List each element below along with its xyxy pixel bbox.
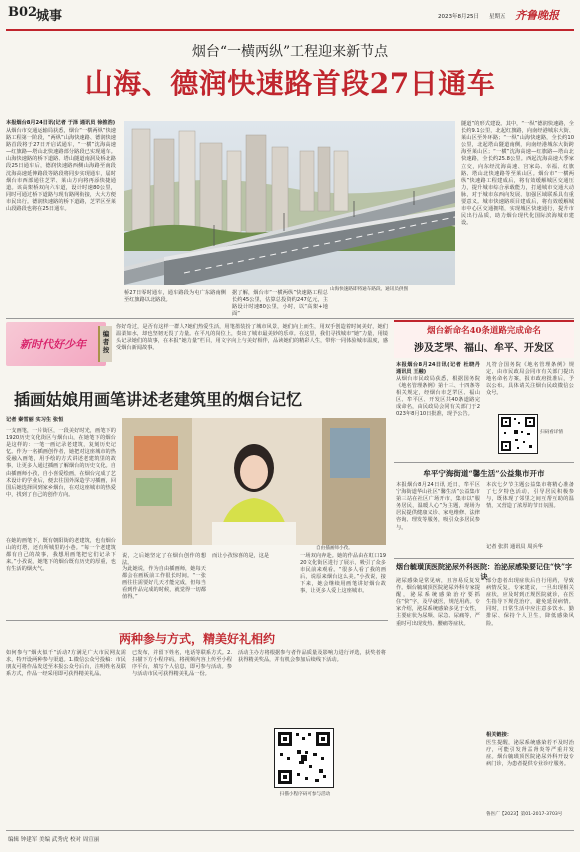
section-name: 城事 (36, 9, 63, 24)
feature-photo-illustrator (122, 418, 386, 545)
feature-banner-text: 新时代好少年 (20, 338, 86, 351)
feature-byline: 记者 秦雪丽 实习生 张恒 (6, 417, 64, 423)
community-column-1: 本报烟台8月24日讯 近日，牟平区宁海街道华山社区“馨生活”公益集市第三站在社区广场开市，集市以“服务居民，温暖人心”为主题，现场为居民提供健康义诊、家电维修、法律咨询、理发等服务，吸引众多居民参与。 (396, 482, 480, 531)
notice-column-2: 已发布，并留下姓名，电话等联系方式。2.扫描下方小程序码，将视频内容上传至小程序平台，填写个人信息，即可参与活动。参与活动市民可获得精美礼品一份。 (132, 650, 232, 678)
notice-column-3: 活动主办方将根据参与者作品质量及影响力进行评选，获奖者将获得精美奖品，并有机会参加后续线下活动。 (238, 650, 386, 664)
page-header (6, 4, 574, 30)
hospital-headline: 烟台毓璜顶医院泌尿外科医院：治泌尿感染要记住“快”字诀 (395, 562, 573, 581)
roads-column-1: 从烟台市民政局获悉，根据国务院《地名管理条例》第十三、十四条等相关规定，经烟台市芝罘区、福山区、牟平区、开发区共40条道路完成命名，由民政局会同有关部门于2023年8月10日批准，现予公告。 (396, 376, 480, 418)
editor-note-label (98, 326, 112, 362)
notice-qr-svg (275, 729, 333, 787)
lead-column-3: 桥27日零时通车，通车路段为屯广东路南侧至红旗路以北路段。 (124, 290, 226, 304)
footer-rule (6, 830, 574, 831)
notice-qr-caption: 扫描小程序码可参与活动 (279, 792, 331, 797)
roads-headline: 涉及芝罘、福山、牟平、开发区 (414, 343, 554, 354)
editor-note: 你好奇过，是否有这样一群人?她们热爱生活，用笔墨装扮了城市风景，她们向上而生，用双手创造着时间美好，她们温柔如水，却也坚韧无畏了力量。在平凡的岗位上，奏出了城市最美妙的乐章。在这里，我们寻找城市“她”力量，用镜头记录她们的故事，在本报“她力量”栏目，用文字向上与美好相伴，品读她们的精彩人生，带你一同体验城市温度，感受烟台新闻故事。 (116, 324, 388, 352)
notice-qr-code[interactable] (274, 728, 334, 788)
roads-byline: 本报烟台8月24日讯(记者 杜晓丹 通讯员 王融) (396, 362, 480, 376)
community-byline: 记者 张洪 通讯员 周兵华 (486, 544, 543, 550)
header-rule (6, 29, 574, 31)
hospital-column-2: 部分患者出现症状后自行用药，导致病情反复。专家建议，一旦出现相关症状，应及时到正规医院就诊，在医生指导下规范治疗，避免延误病情。同时，日常生活中应注意多饮水、勤排尿、保持个人卫生，降低感染风险。 (486, 578, 574, 627)
lead-kicker: 烟台“一横两纵”工程迎来新节点 (191, 44, 389, 60)
lead-column-4: 据了解，烟台市“一横两纵”快速路工程总长约45公里，估算总投资约247亿元，主路设计时速80公里，小时，以“高架+地面” (232, 290, 328, 318)
hospital-footer-note: 鲁医广【2023】第01-2017-3703号 (486, 812, 563, 817)
feature-photo-svg (122, 418, 386, 545)
community-column-2: 本次七夕节主题公益集市将精心准备了七夕特色活动，引导居民积极参与，既体现了邻里之间互帮互助的温情，又营造了浓厚的节日氛围。 (486, 482, 574, 510)
community-divider (394, 558, 574, 559)
roads-qr-caption: 扫码看详情 (540, 430, 563, 435)
issue-weekday: 星期五 (489, 14, 506, 20)
hospital-column-1: 泌尿感染是常见病，且容易反复发作。烟台毓璜顶医院泌尿外科专家提醒，泌尿系统感染治疗要抓住“快”字，及早就医，规范用药。专家介绍，泌尿系统感染多见于女性，主要症状为尿频、尿急、尿痛等，严重时可出现发热、腰痛等症状。 (396, 578, 480, 627)
feature-photo-caption: 自由插画师小孜。 (316, 546, 353, 551)
lead-byline-text: 本报烟台8月24日讯(记者 于泽 通讯员 徐推浩) (6, 120, 116, 126)
lead-divider (6, 318, 574, 319)
roads-column-2: 凡符合国务院《地名管理条例》规定，由市民政局会同市有关部门提出地名命名方案，报市政府批准后，予以公布。具体请关注烟台民政微信公众号。 (486, 362, 574, 397)
feature-banner (6, 322, 106, 366)
lead-column-1: 从烟台市交通运输局获悉，烟台“一横两纵”快速路工程第一阶段，“两纵”山海快速路、德润快速路首段将于27日开启试通车，“一横”沈海高速—红旗路—塔山北快速路部分路段已实现通车。山海快速路的桥下道路、塔山隧道南洞及桥北路段25日通车后，德润快速路西侧山海路至南段沈海高速延伸路段等路段将同步实现通车，届时烟台市西部通往芝罘、莱山方向将再添快捷通道。该高架桥双向六车道，设计时速80公里，同时可通过桥下道路与现有路网衔接，大大方便市民出行。德润快速路的桥下道路，芝罘区至莱山段路段也将在25日通车。 (6, 128, 116, 213)
masthead-logo: 齐鲁晚报 (515, 9, 559, 22)
feature-column-4: 一场双向奔赴。她的作品由在虹口1920文化街区进行了展示，吸引了众多市民前来观看。“很多人看了我的画后，说原来烟台这么美。”小孜说，接下来，她会继续用画笔讲好烟台故事，让更多人爱上这座城市。 (300, 553, 386, 595)
lead-photo-highway (124, 121, 455, 285)
roads-qr-svg (499, 415, 537, 453)
lead-photo-svg (124, 121, 455, 285)
feature-column-3: 而让小孜惊喜的是，这是 (212, 553, 270, 559)
notice-headline: 两种参与方式，精美好礼相约 (118, 632, 275, 646)
community-headline: 牟平宁海街道“馨生活”公益集市开市 (423, 469, 545, 478)
issue-date: 2023年8月25日 (438, 14, 479, 20)
hospital-tagline: 相关链接： (486, 732, 512, 738)
roads-divider (394, 462, 574, 463)
lead-photo-caption: 山海快速路即将通车路段。通讯员供图 (330, 287, 409, 292)
roads-qr-code[interactable] (498, 414, 538, 454)
feature-column-1b: 在她的画笔下，既有朝阳街的老建筑，也有烟台山的灯塔，还有所城里的小巷。“每一个老建筑都有自己的故事，我想用画笔把它们记录下来。”小孜说，她笔下的烟台既有历史的厚重，也有生活的烟火气。 (6, 538, 116, 573)
section-code: B02 (8, 5, 38, 20)
lead-column-5: 隧道”的形式建设。其中，“一纵”德润快速路，全长约9.1公里，北起红旗路，向南经港城东大街、莱山区至外环路；“一纵”山海快速路，全长约10公里，北起塔山隧道南侧，向南经港城东大街跨海至莱山区；“一横”沈海高速—红旗路—塔山北快速路，全长约25.8公里。西起沈海高速大季家立交，向东经沈海高速、宫家岛、幸福、红旗路、塔山北快速路等至莱山区。烟台市“一横两纵”快速路工程建成后，将有效缓解城区交通压力，提升城市综合承载能力，打通城市交通大动脉，对于城市东西向发展、加强区域联系具有重要意义。城市快速路项目建成后，将有效缓解城市中心区交通拥堵，实现城区快速通行，提升市民出行品质，助力烟台现代化国际滨海城市建设。 (461, 121, 574, 227)
feature-column-2b: 为此她说，作为自由插画师，她每天都会在画板前工作很长时间。“一张画往往需要好几天才能完成，但每当看到作品完成的时候，就觉得一切都值得。” (122, 566, 206, 601)
footer-credits: 编辑 钟建军 美编 武秀虎 校对 周宣丽 (8, 837, 100, 843)
hospital-column-3: 医生提醒，泌尿系统感染若不及时治疗，可能引发肾盂肾炎等严重并发症。烟台毓璜顶医院泌尿外科开设专病门诊，为患者提供专业诊疗服务。 (486, 740, 574, 768)
lead-headline: 山海、德润快速路首段27日通车 (84, 67, 496, 100)
notice-column-1: 如何参与“烟火似千“活动?方满足广大市民网友需求，特开设两种参与渠道。1.微信公众号投稿：市民朋友可将作品发送至本报公众号后台，注明姓名及联系方式，作品一经采用即可获得精美礼品。 (6, 650, 126, 678)
feature-column-2: 说，之后她坚定了在烟台创作的想法。 (122, 553, 206, 567)
roads-kicker: 烟台新命名40条道路完成命名 (427, 326, 541, 336)
editor-note-label-text: 编者按 (102, 330, 110, 354)
feature-divider (6, 620, 388, 621)
feature-column-1: 一支画笔，一片街区，一段美好时光，画笔下的1920历史文化街区与烟台山，在她笔下的烟台是这样的：一笔一画记录老建筑，复刻历史记忆。作为一名插画创作者，她把对这座城市的热爱融入画笔，用手绘的方式讲述老建筑里的故事，让更多人通过插画了解烟台的历史文化。自由插画师小孜，自小喜爱绘画，在烟台完成了艺术设计的学业后，便去往国外深造学习插画，回国后她选择回到家乡烟台，在对这座城市的热爱中，找到了自己的创作方向。 (6, 428, 116, 498)
feature-headline: 插画姑娘用画笔讲述老建筑里的烟台记忆 (14, 390, 303, 409)
